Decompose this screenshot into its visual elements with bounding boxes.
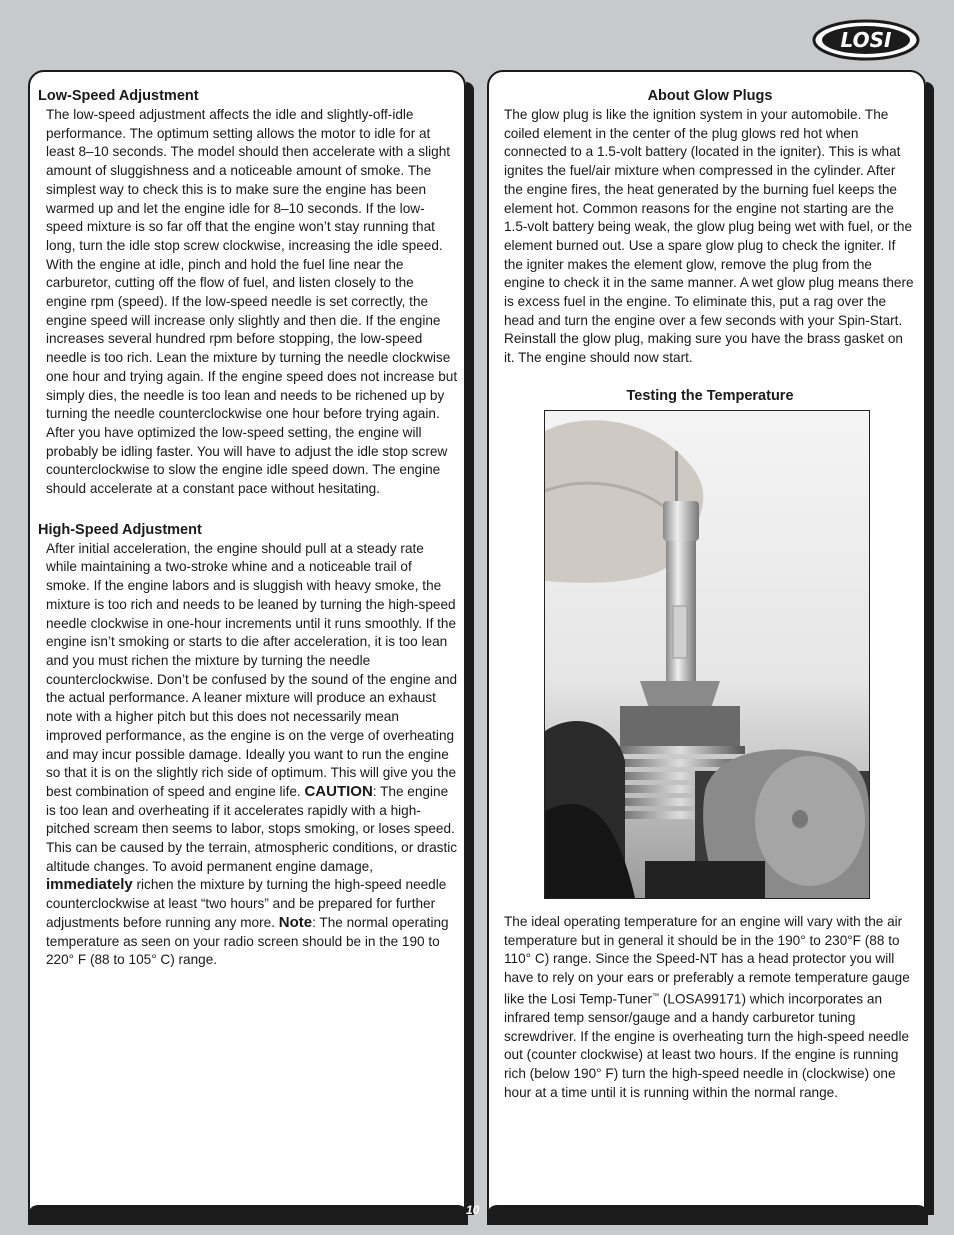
immediately-label: immediately <box>46 876 133 894</box>
temp-gauge-photo <box>544 410 870 899</box>
low-speed-body: The low-speed adjustment affects the idle and slightly-off-idle performance. The optimum setting allows the motor to idle for at least 8–10 seconds. The model should then accelerate with a slight amount of sluggishness and a noticeable amount of smoke. The simplest way to check this is to make sure the engine has been warmed up and let the engine idle for 8–10 seconds. If the low-speed mixture is so far off that the engine won’t stay running that long, turn the idle stop screw clockwise, increasing the idle speed. With the engine at idle, pinch and hold the fuel line near the carburetor, cutting off the flow of fuel, and listen closely to the engine rpm (speed). If the low-speed needle is set correctly, the engine speed will increase only slightly and then die. If the engine increases several hundred rpm before stopping, the low-speed needle is too rich. Lean the mixture by turning the needle clockwise one hour and trying again. If the engine speed does not increase but simply dies, the needle is too lean and needs to be richened up by turning the needle counterclockwise one hour before trying again. After you have optimized the low-speed setting, the engine will probably be idling faster. You will have to adjust the idle stop screw counterclockwise to slow the engine idle speed down. The engine should accelerate at a constant pace without hesitating. <box>46 107 458 497</box>
left-footer-bar <box>28 1205 468 1225</box>
logo-text: LOSI <box>840 28 892 52</box>
note-label: Note <box>278 913 313 931</box>
caution-label: CAUTION <box>304 782 373 800</box>
left-column <box>38 86 458 970</box>
losi-logo <box>812 16 922 62</box>
glow-plugs-heading: About Glow Plugs <box>647 88 773 104</box>
right-footer-bar <box>487 1205 928 1225</box>
low-speed-heading: Low-Speed Adjustment <box>38 88 199 104</box>
temperature-body: The ideal operating temperature for an engine will vary with the air temperature but in general it should be in the 190° to 230°F (88 to 110° C) range. Since the Speed-NT has a head protector you will have to rely on your ears or preferably a remote temperature gauge like the Losi Temp-Tuner™ (LOSA99171) which incorporates an infrared temp sensor/gauge and a handy carburetor tuning screwdriver. If the engine is overheating turn the high-speed needle out (counter clockwise) at least two hours. If the engine is running rich (below 190° F) turn the high-speed needle in (clockwise) one hour at a time until it is running within the normal range. <box>504 913 910 1100</box>
trademark-symbol: ™ <box>652 992 660 1000</box>
right-column <box>504 86 916 1102</box>
temperature-heading: Testing the Temperature <box>626 387 794 404</box>
glow-plugs-body: The glow plug is like the ignition system in your automobile. The coiled element in the center of the plug glows red hot when connected to a 1.5-volt battery (located in the igniter). This is what ignites the fuel/air mixture when compressed in the cylinder. After the engine fires, the heat generated by the burning fuel keeps the element hot. Common reasons for the engine not starting are the 1.5-volt battery being weak, the glow plug being wet with fuel, or the element burned out. Use a spare glow plug to check the igniter. If the igniter makes the element glow, remove the plug from the engine to check it in the same manner. A wet glow plug means there is excess fuel in the engine. To eliminate this, put a rag over the head and turn the engine over a few seconds with your Spin-Start. Reinstall the glow plug, making sure you have the brass gasket on it. The engine should now start. <box>504 107 914 366</box>
high-speed-body: After initial acceleration, the engine should pull at a steady rate while maintaining a two-stroke whine and a noticeable trail of smoke. If the engine labors and is sluggish with heavy smoke, the mixture is too rich and needs to be leaned by turning the high-speed needle clockwise in one-hour increments until it runs smoothly. If the engine isn’t smoking or starts to die after acceleration, it is too lean and you must richen the mixture by turning the needle counterclockwise. Don’t be confused by the sound of the engine and the actual performance. A leaner mixture will produce an exhaust note with a higher pitch but this does not necessarily mean improved performance, as the engine is on the verge of overheating and may incur possible damage. Ideally you want to run the engine so that it is on the slightly rich side of optimum. This will give you the best combination of speed and engine life. CAUTION: The engine is too lean and overheating if it accelerates rapidly with a high-pitched scream then seems to labor, stops smoking, or loses speed. This can be caused by the terrain, atmospheric conditions, or drastic altitude changes. To avoid permanent engine damage, immediately richen the mixture by turning the high-speed needle counterclockwise at least “two hours” and be prepared for further adjustments before running any more. Note: The normal operating temperature as seen on your radio screen should be in the 190 to 220° F (88 to 105° C) range. <box>46 540 458 968</box>
page-number: 10 <box>466 1203 480 1217</box>
high-speed-heading: High-Speed Adjustment <box>38 521 202 538</box>
